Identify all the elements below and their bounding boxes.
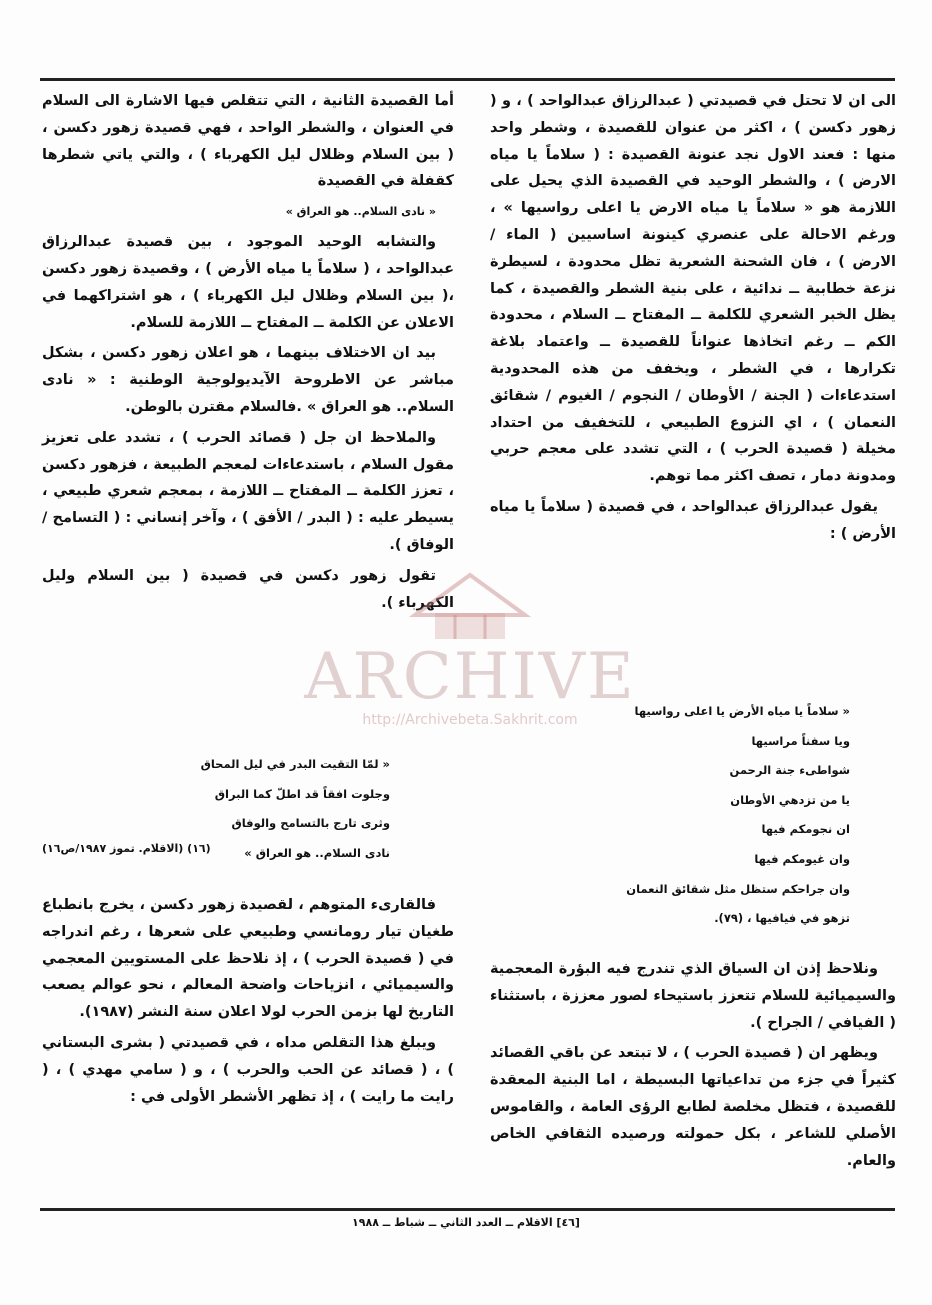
left-paragraph-2: والتشابه الوحيد الموجود ، بين قصيدة عبدالرزاق عبدالواحد ، ( سلاماً يا مياه الأرض ) ، وقصيدة زهور دكسن ،( بين السلام وظلال ليل الكهرباء ) ، هو اشتراكهما في الاعلان عن الكلمة ــ المفتاح ــ اللازمة للسلام. — [42, 234, 454, 331]
poem-line: تزهو في فيافيها ، (٧٩). — [714, 911, 850, 926]
poem-line: ان نجومكم فيها — [761, 822, 850, 837]
poem-line: وان جراحكم ستظل مثل شقائق النعمان — [626, 881, 850, 896]
left-column — [42, 88, 454, 620]
poem-line: يا من تزدهي الأوطان — [730, 792, 850, 807]
left-paragraph-1: أما القصيدة الثانية ، التي تتقلص فيها الاشارة الى السلام في العنوان ، والشطر الواحد ، فهي قصيدة زهور دكسن ، ( بين السلام وظلال ليل الكهرباء ) ، والتي ياتي شطرها كقفلة في القصيدة — [42, 93, 454, 190]
citation: (١٦) (الاقلام. تموز ١٩٨٧/ص١٦) — [42, 842, 211, 855]
poem-line: شواطىء جنة الرحمن — [729, 763, 850, 778]
poem-line: وثرى تارج بالتسامح والوفاق — [231, 816, 390, 831]
left-paragraph-5: تقول زهور دكسن في قصيدة ( بين السلام وليل الكهرباء ). — [42, 567, 454, 611]
poem-line: وجلوت افقاً قد اطلّ كما البراق — [214, 786, 390, 801]
poem-line: « سلاماً يا مياه الأرض يا اعلى رواسيها — [634, 704, 850, 718]
right-column-lower — [490, 956, 896, 1178]
right-paragraph-2: يقول عبدالرزاق عبدالواحد ، في قصيدة ( سلاماً يا مياه الأرض ) : — [490, 498, 896, 542]
left-column-lower — [42, 892, 454, 1114]
right-paragraph-4: ويظهر ان ( قصيدة الحرب ) ، لا تبتعد عن باقي القصائد كثيراً في جزء من تداعياتها البسيطة ، اما البنية المعقدة للقصيدة ، فتظل مخلصة لطابع الرؤى العامة ، والقاموس الأصلي للشاعر ، بكل حمولته ورصيده الثقافي الخاص والعام. — [490, 1045, 896, 1169]
left-paragraph-3: بيد ان الاختلاف بينهما ، هو اعلان زهور دكسن ، بشكل مباشر عن الاطروحة الآيديولوجية الوطنية : « نادى السلام.. هو العراق » .فالسلام مقترن بالوطن. — [42, 345, 454, 415]
left-paragraph-7: ويبلغ هذا التقلص مداه ، في قصيدتي ( بشرى البستاني ) ، ( قصائد عن الحب والحرب ) ، و ( سامي مهدي ) ، ( رايت ما رايت ) ، إذ تظهر الأشطر الأولى في : — [42, 1034, 454, 1105]
page-footer: [٤٦] الاقلام ــ العدد الثاني ــ شباط ــ ١٩٨٨ — [352, 1216, 580, 1229]
watermark-url: http://Archivebeta.Sakhrit.com — [362, 712, 578, 728]
right-paragraph-3: ونلاحظ إذن ان السياق الذي تندرج فيه البؤرة المعجمية والسيميائية للسلام تتعزز باستيحاء لصور معززة ، باستثناء ( الفيافي / الجراح ). — [490, 961, 896, 1031]
left-quote: « نادى السلام.. هو العراق » — [285, 205, 436, 219]
poem-line: ويا سفناً مراسيها — [751, 733, 850, 748]
right-column — [490, 88, 896, 552]
poem-line: وان غيومكم فيها — [754, 851, 850, 866]
poem-line: نادى السلام.. هو العراق » — [244, 845, 390, 860]
right-paragraph-1: الى ان لا تحتل في قصيدتي ( عبدالرزاق عبدالواحد ) ، و ( زهور دكسن ) ، اكثر من عنوان للقصيدة ، وشطر واحد منها : فعند الاول نجد عنونة القصيدة : ( سلاماً يا مياه الارض ) ، والشطر الوحيد في القصيدة الذي يحيل على اللازمة هو « سلاماً يا مياه الارض يا اعلى رواسيها » ، ورغم الاحالة على عنصري كينونة اساسيين ( الماء / الارض ) ، فان الشحنة الشعرية تظل محدودة ، لسيطرة نزعة خطابية ــ ندائية ، على بنية الشطر والقصيدة ، كما يظل الخبر الشعري للكلمة ــ المفتاح ــ السلام ، محدودة الكم ــ رغم اتخاذها عنواناً للقصيدة ــ واعتماد بلاغة تكرارها ، في الشطر ، ويخفف من هذه المحدودية استدعاءات ( الجنة / الأوطان / النجوم / الغيوم / شقائق النعمان ) ، اي النزوع الطبيعي ، للتخفيف من احتداد مخيلة ( قصيدة الحرب ) ، التي تشدد على معجم حربي ومدونة دمار ، تصف اكثر مما توهم. — [490, 93, 896, 485]
left-paragraph-4: والملاحظ ان جل ( قصائد الحرب ) ، تشدد على تعزيز مقول السلام ، باستدعاءات لمعجم الطبيعة ، فزهور دكسن ، تعزز الكلمة ــ المفتاح ــ اللازمة ، بمعجم شعري طبيعي ، يسيطر عليه : ( البدر / الأفق ) ، وآخر إنساني : ( التسامح / الوفاق ). — [42, 429, 454, 553]
top-rule — [40, 78, 895, 81]
left-paragraph-6: فالقارىء المتوهم ، لقصيدة زهور دكسن ، يخرج بانطباع طغيان تيار رومانسي وطبيعي على شعرها ، رغم اندراجه في ( قصيدة الحرب ) ، إذ نلاحظ على المستويين المعجمي والسيميائي ، انزياحات واضحة المعالم ، نحو عوالم يصعب التاريخ لها بزمن الحرب لولا اعلان سنة النشر (١٩٨٧). — [42, 897, 454, 1021]
bottom-rule — [40, 1208, 895, 1211]
watermark-title: ARCHIVE — [304, 640, 636, 714]
poem-line: « لمّا التقيت البدر في ليل المحاق — [200, 757, 390, 771]
right-poem — [490, 697, 850, 934]
